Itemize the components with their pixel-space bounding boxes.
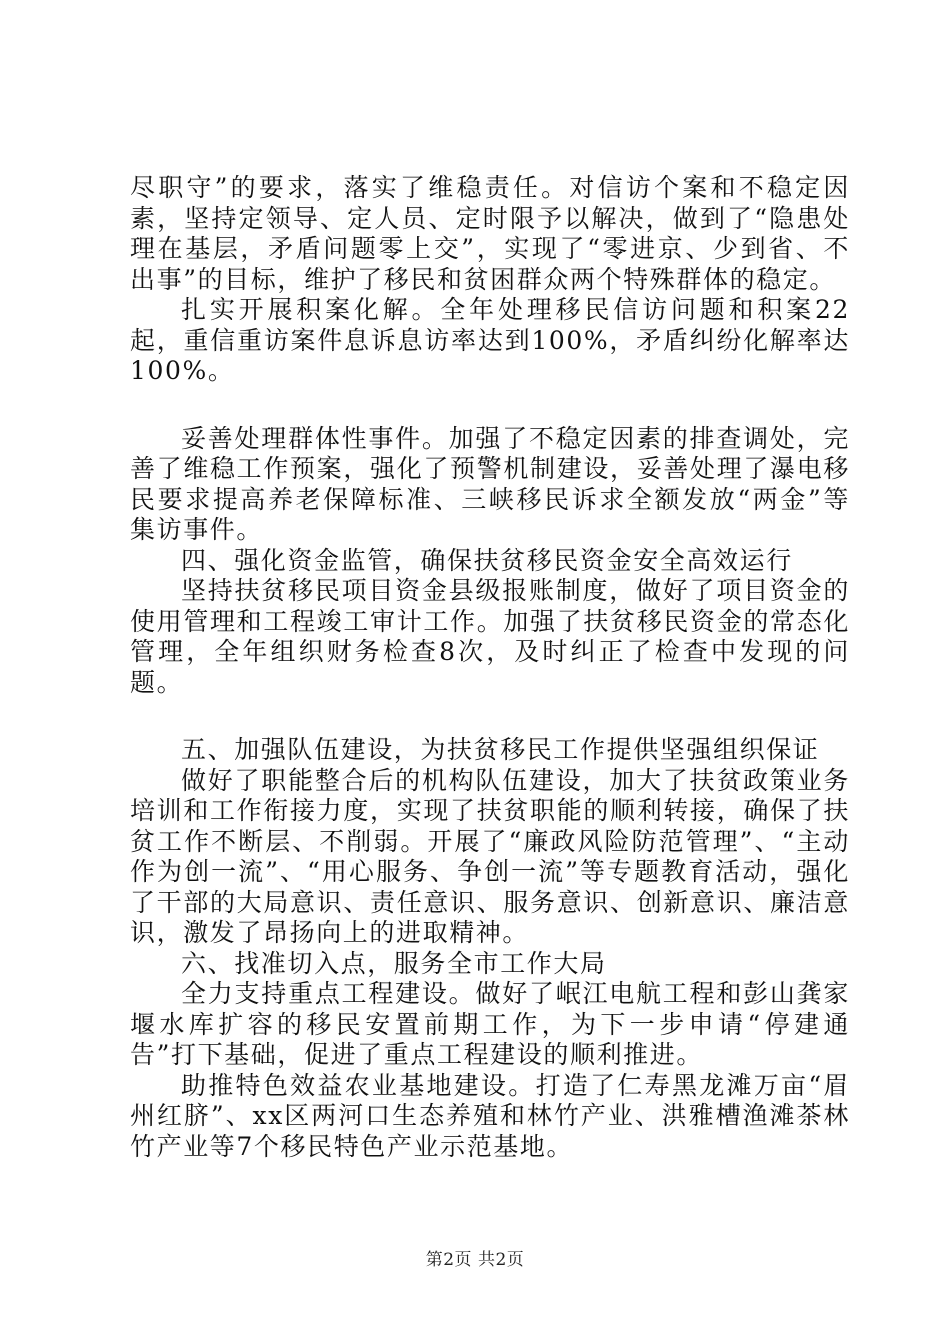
section-heading-team-building: 五、加强队伍建设，为扶贫移民工作提供坚强组织保证	[181, 735, 820, 764]
paragraph-fund-management: 坚持扶贫移民项目资金县级报账制度，做好了项目资金的使用管理和工程竣工审计工作。加强了扶贫移民资金的常态化管理，全年组织财务检查8次，及时纠正了检查中发现的问题。	[130, 576, 850, 697]
paragraph-team-building: 做好了职能整合后的机构队伍建设，加大了扶贫政策业务培训和工作衔接力度，实现了扶贫职能的顺利转接，确保了扶贫工作不断层、不削弱。开展了“廉政风险防范管理”、“主动作为创一流”、“用心服务、争创一流”等专题教育活动，强化了干部的大局意识、责任意识、服务意识、创新意识、廉洁意识，激发了昂扬向上的进取精神。	[130, 765, 850, 947]
paragraph-agriculture-bases: 助推特色效益农业基地建设。打造了仁寿黑龙滩万亩“眉州红脐”、xx区两河口生态养殖和林竹产业、洪雅槽渔滩茶林竹产业等7个移民特色产业示范基地。	[130, 1070, 850, 1161]
paragraph-group-incidents: 妥善处理群体性事件。加强了不稳定因素的排查调处，完善了维稳工作预案，强化了预警机制建设，妥善处理了瀑电移民要求提高养老保障标准、三峡移民诉求全额发放“两金”等集访事件。	[130, 423, 850, 544]
document-body	[130, 173, 850, 1162]
section-heading-city-work: 六、找准切入点，服务全市工作大局	[181, 948, 607, 978]
page-number-footer: 第2页 共2页	[425, 1250, 525, 1270]
paragraph-continued-stability: 尽职守”的要求，落实了维稳责任。对信访个案和不稳定因素，坚持定领导、定人员、定时限予以解决，做到了“隐患处理在基层，矛盾问题零上交”，实现了“零进京、少到省、不出事”的目标，维护了移民和贫困群众两个特殊群体的稳定。	[130, 173, 850, 294]
paragraph-backlog-cases: 扎实开展积案化解。全年处理移民信访问题和积案22起，重信重访案件息诉息访率达到100%，矛盾纠纷化解率达100%。	[130, 295, 850, 385]
paragraph-key-projects: 全力支持重点工程建设。做好了岷江电航工程和彭山龚家堰水库扩容的移民安置前期工作，为下一步申请“停建通告”打下基础，促进了重点工程建设的顺利推进。	[130, 979, 850, 1069]
section-heading-fund-supervision: 四、强化资金监管，确保扶贫移民资金安全高效运行	[181, 545, 793, 575]
